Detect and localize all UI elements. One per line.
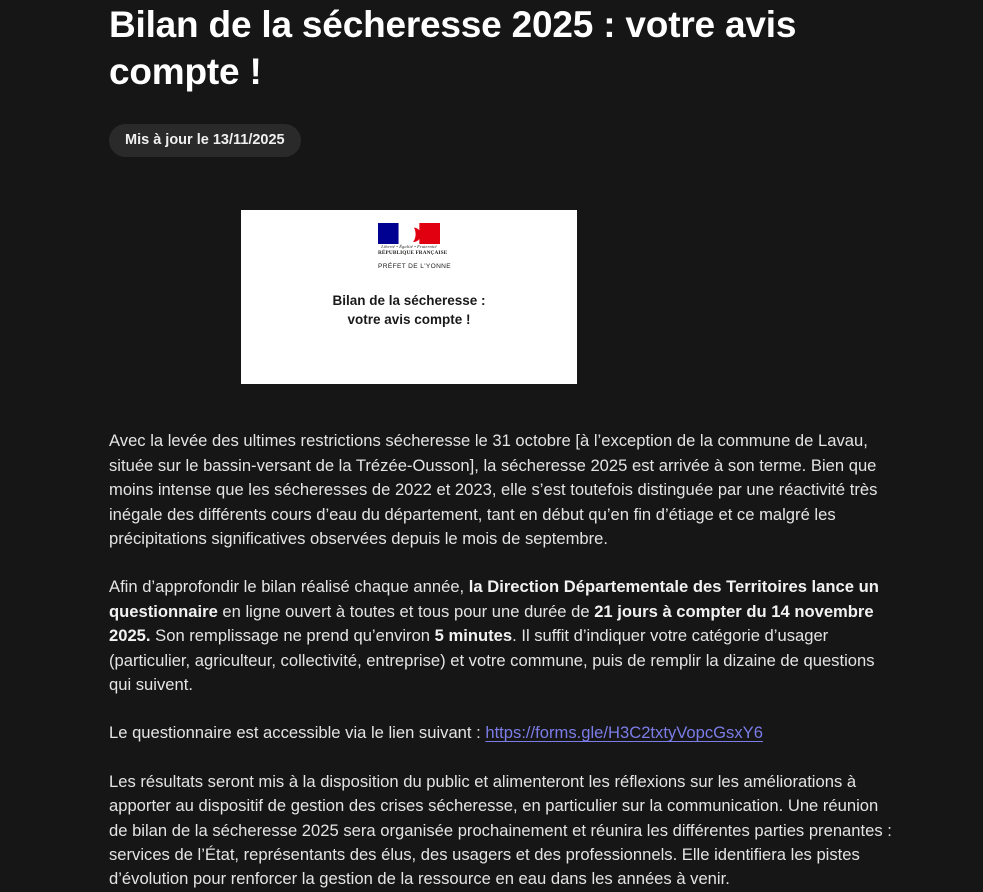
emblem-entity-label: PRÉFET DE L'YONNE [378,262,452,270]
p2-segment-e: Son remplissage ne prend qu’environ [150,626,435,646]
page-title: Bilan de la sécheresse 2025 : votre avis compte ! [109,4,797,92]
p2-segment-c: en ligne ouvert à toutes et tous pour une durée de [217,601,595,621]
p2-segment-d-bold: 21 jours à compter du 14 novembre 2025. [109,601,874,646]
republique-francaise-emblem [378,223,452,270]
p2-segment-b-bold: la Direction Départementale des Territoires lance un questionnaire [109,577,879,621]
metadata-row [109,124,897,158]
paragraph-intro-text: Avec la levée des ultimes restrictions sécheresse le 31 octobre [à l’exception de la commune de Lavau, située sur le bassin-versant de la Trézée-Ousson], la sécheresse 2025 est arrivée à son terme. Bien que moins intense que les sécheresses de 2022 et 2023, elle s’est toutefois distinguée par une réactivité très inégale des différents cours d’eau du département, tant en début qu’en fin d’étiage et ce malgré les précipitations significatives observées depuis le mois de septembre. [109,431,878,549]
p2-segment-a: Afin d’approfondir le bilan réalisé chaque année, [109,577,469,597]
article-body [109,429,897,891]
paragraph-results-text: Les résultats seront mis à la disposition du public et alimenteront les réflexions sur les améliorations à apporter au dispositif de gestion des crises sécheresse, en particulier sur la communication. Une réunion de bilan de la sécheresse 2025 sera organisée prochainement et réunira les différentes parties prenantes : services de l’État, représentants des élus, des usagers et des professionnels. Elle identifiera les pistes d’évolution pour renforcer la gestion de la ressource en eau dans les années à venir. [109,771,892,889]
poster-title-line-2: votre avis compte ! [347,311,471,327]
p2-segment-f2-bold: 5 minutes [434,626,513,646]
poster-title-line-1: Bilan de la sécheresse : [332,292,486,308]
emblem-republic-label: RÉPUBLIQUE FRANÇAISE [378,250,448,257]
paragraph-link [109,721,897,745]
questionnaire-link[interactable]: https://forms.gle/H3C2txtyVopcGsxY6 [485,723,763,743]
marianne-flag-icon [378,223,440,244]
article-illustration [241,210,577,384]
paragraph-intro [109,429,897,551]
paragraph-questionnaire [109,575,897,697]
link-intro-text: Le questionnaire est accessible via le lien suivant : [109,723,486,743]
poster-title [332,291,485,329]
emblem-devise: Liberté • Égalité • Fraternité [381,244,437,250]
updated-date-badge: Mis à jour le 13/11/2025 [109,124,301,158]
p2-segment-g: . Il suffit d’indiquer votre catégorie d’usager (particulier, agriculteur, collectivité, entreprise) et votre commune, puis de remplir la dizaine de questions qui suivent. [109,626,875,694]
article-content [109,0,897,892]
paragraph-results [109,770,897,892]
